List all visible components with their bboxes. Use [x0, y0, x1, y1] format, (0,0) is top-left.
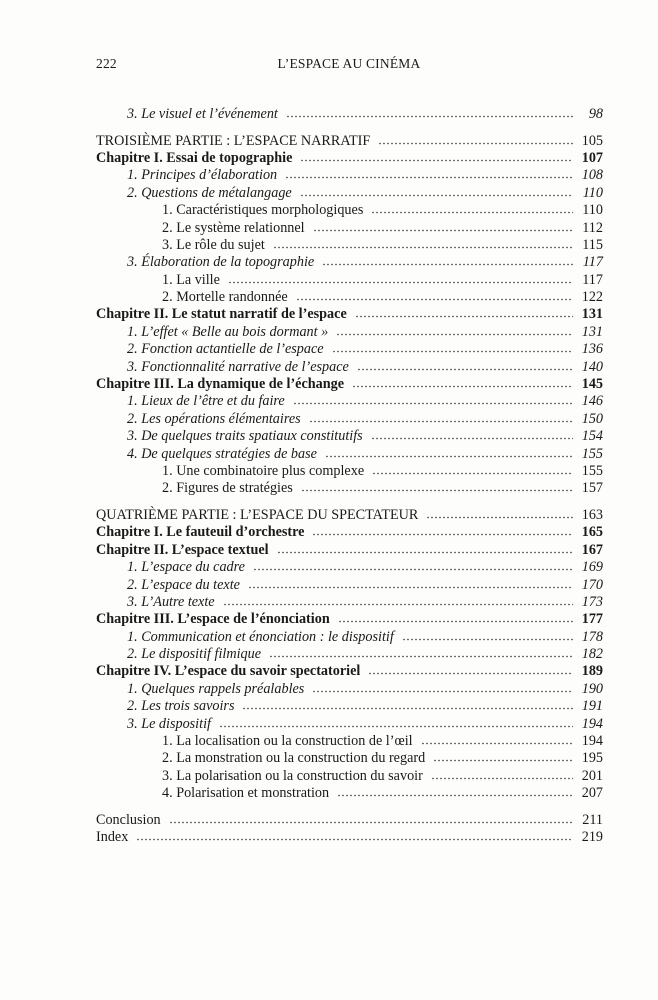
- dot-leader: [336, 333, 573, 336]
- dot-leader: [300, 194, 573, 197]
- toc-entry-label: 1. Caractéristiques morphologiques: [162, 202, 364, 219]
- dot-leader: [371, 437, 573, 440]
- toc-entry: [96, 507, 603, 524]
- toc-entry: [96, 812, 603, 829]
- dot-leader: [228, 281, 573, 284]
- toc-entry-page: 155: [581, 445, 603, 462]
- toc-entry-page: 107: [581, 149, 603, 166]
- toc-entry: [96, 716, 603, 733]
- toc-entry-label: 1. L’espace du cadre: [127, 559, 245, 576]
- toc-entry: [96, 254, 603, 271]
- toc-entry-label: QUATRIÈME PARTIE : L’ESPACE DU SPECTATEUR: [96, 506, 419, 523]
- dot-leader: [312, 690, 573, 693]
- toc-entry-label: Conclusion: [96, 811, 161, 828]
- toc-entry-page: 167: [581, 541, 603, 558]
- toc-entry-label: 3. Le rôle du sujet: [162, 236, 265, 253]
- dot-leader: [312, 533, 573, 536]
- toc-entry-label: 2. Le système relationnel: [162, 219, 305, 236]
- toc-entry-label: 2. Les trois savoirs: [127, 698, 235, 715]
- toc-entry-page: 169: [581, 559, 603, 576]
- toc-entry-label: 3. De quelques traits spatiaux constitutifs: [127, 428, 363, 445]
- toc-entry-page: 115: [582, 236, 603, 253]
- toc-entry-label: 1. Quelques rappels préalables: [127, 680, 305, 697]
- dot-leader: [402, 638, 573, 641]
- dot-leader: [313, 229, 573, 232]
- toc-entry: [96, 185, 603, 202]
- dot-leader: [136, 838, 573, 841]
- toc-entry-page: 177: [581, 611, 603, 628]
- toc-entry: [96, 133, 603, 150]
- running-title: L’ESPACE AU CINÉMA: [277, 56, 421, 71]
- toc-entry: [96, 106, 603, 123]
- dot-leader: [355, 315, 573, 318]
- toc-entry-page: 98: [588, 106, 603, 122]
- dot-leader: [242, 707, 573, 710]
- toc-entry: [96, 629, 603, 646]
- running-head: [96, 56, 602, 72]
- toc-entry-page: 182: [581, 646, 603, 663]
- toc-entry-page: 195: [581, 750, 603, 767]
- toc-entry: [96, 446, 603, 463]
- toc-entry-page: 194: [581, 715, 603, 732]
- toc-entry: [96, 220, 603, 237]
- toc-entry-page: 154: [581, 428, 603, 445]
- toc-entry-page: 110: [582, 202, 603, 219]
- toc-entry: [96, 359, 603, 376]
- toc-entry-label: 3. Fonctionnalité narrative de l’espace: [127, 358, 349, 375]
- toc-entry: [96, 646, 603, 663]
- dot-leader: [372, 472, 573, 475]
- dot-leader: [301, 489, 573, 492]
- toc-entry-label: 1. La localisation ou la construction de l’œil: [162, 733, 413, 750]
- dot-leader: [421, 742, 573, 745]
- toc-entry-label: Chapitre I. Essai de topographie: [96, 149, 293, 166]
- toc-entry: [96, 393, 603, 410]
- toc-entry-page: 105: [581, 132, 603, 149]
- toc-entry: [96, 611, 603, 628]
- toc-entry-label: 2. Mortelle randonnée: [162, 289, 288, 306]
- dot-leader: [253, 568, 573, 571]
- dot-leader: [296, 298, 573, 301]
- toc-entry-page: 150: [581, 410, 603, 427]
- toc-entry-label: 3. Élaboration de la topographie: [127, 254, 315, 271]
- toc-entry: [96, 411, 603, 428]
- table-of-contents: [96, 106, 603, 847]
- toc-entry-label: 1. Communication et énonciation : le dispositif: [127, 628, 394, 645]
- toc-entry-page: 131: [581, 323, 603, 340]
- toc-entry: [96, 829, 603, 846]
- toc-entry-label: 2. Questions de métalangage: [127, 184, 292, 201]
- dot-leader: [338, 620, 573, 623]
- dot-leader: [371, 211, 573, 214]
- page-number: 222: [96, 56, 117, 71]
- toc-entry: [96, 463, 603, 480]
- toc-entry-label: Chapitre II. L’espace textuel: [96, 541, 269, 558]
- toc-entry: [96, 594, 603, 611]
- toc-entry-page: 191: [581, 698, 603, 715]
- toc-entry-page: 170: [581, 576, 603, 593]
- toc-entry-label: Chapitre III. L’espace de l’énonciation: [96, 611, 330, 628]
- toc-entry-label: 2. L’espace du texte: [127, 576, 240, 593]
- toc-entry-label: 3. La polarisation ou la construction du savoir: [162, 767, 423, 784]
- toc-entry-label: Chapitre III. La dynamique de l’échange: [96, 376, 345, 393]
- toc-entry: [96, 698, 603, 715]
- toc-entry-page: 211: [582, 811, 603, 828]
- toc-entry-label: 3. Le dispositif: [127, 715, 211, 732]
- toc-entry: [96, 376, 603, 393]
- toc-entry-label: 2. La monstration ou la construction du regard: [162, 750, 426, 767]
- toc-entry-label: TROISIÈME PARTIE : L’ESPACE NARRATIF: [96, 132, 371, 149]
- toc-entry: [96, 237, 603, 254]
- toc-entry: [96, 733, 603, 750]
- toc-entry-label: 2. Les opérations élémentaires: [127, 410, 301, 427]
- toc-entry-label: 4. Polarisation et monstration: [162, 785, 330, 802]
- dot-leader: [433, 759, 573, 762]
- dot-leader: [426, 516, 573, 519]
- toc-entry-label: 2. Le dispositif filmique: [127, 646, 261, 663]
- dot-leader: [169, 821, 573, 824]
- toc-entry: [96, 577, 603, 594]
- toc-entry-label: 3. Le visuel et l’événement: [127, 106, 278, 122]
- toc-entry: [96, 150, 603, 167]
- toc-entry-label: 3. L’Autre texte: [127, 593, 215, 610]
- toc-entry: [96, 524, 603, 541]
- toc-entry-page: 146: [581, 393, 603, 410]
- toc-entry: [96, 785, 603, 802]
- toc-entry: [96, 306, 603, 323]
- toc-entry: [96, 559, 603, 576]
- dot-leader: [337, 794, 573, 797]
- dot-leader: [285, 176, 573, 179]
- toc-entry-page: 136: [581, 341, 603, 358]
- toc-entry-page: 194: [581, 733, 603, 750]
- toc-entry-page: 178: [581, 628, 603, 645]
- toc-entry-page: 117: [582, 271, 603, 288]
- toc-entry: [96, 768, 603, 785]
- dot-leader: [325, 455, 573, 458]
- toc-entry-page: 140: [581, 358, 603, 375]
- toc-entry-page: 157: [581, 480, 603, 497]
- toc-entry: [96, 428, 603, 445]
- toc-entry-label: 1. Lieux de l’être et du faire: [127, 393, 285, 410]
- dot-leader: [300, 159, 573, 162]
- toc-entry-label: 4. De quelques stratégies de base: [127, 445, 317, 462]
- toc-entry-label: 2. Figures de stratégies: [162, 480, 293, 497]
- toc-entry-page: 190: [581, 680, 603, 697]
- toc-entry-label: 1. Une combinatoire plus complexe: [162, 463, 365, 479]
- dot-leader: [277, 551, 573, 554]
- toc-entry-page: 219: [581, 829, 603, 846]
- toc-entry-page: 122: [581, 289, 603, 306]
- dot-leader: [332, 350, 573, 353]
- toc-entry: [96, 542, 603, 559]
- toc-entry-page: 155: [581, 463, 603, 479]
- dot-leader: [357, 368, 573, 371]
- dot-leader: [223, 603, 573, 606]
- toc-entry-label: Chapitre II. Le statut narratif de l’espace: [96, 306, 347, 323]
- dot-leader: [248, 586, 573, 589]
- toc-entry-page: 131: [581, 306, 603, 323]
- toc-entry: [96, 272, 603, 289]
- toc-entry-page: 189: [581, 663, 603, 680]
- dot-leader: [352, 385, 573, 388]
- toc-entry: [96, 167, 603, 184]
- dot-leader: [309, 420, 573, 423]
- dot-leader: [219, 725, 573, 728]
- toc-entry-label: Chapitre I. Le fauteuil d’orchestre: [96, 524, 305, 541]
- dot-leader: [269, 655, 573, 658]
- toc-entry: [96, 341, 603, 358]
- toc-entry-page: 110: [582, 184, 603, 201]
- toc-entry-label: 1. Principes d’élaboration: [127, 167, 278, 184]
- toc-entry-page: 112: [582, 219, 603, 236]
- toc-entry-page: 173: [581, 593, 603, 610]
- dot-leader: [378, 142, 573, 145]
- toc-entry: [96, 663, 603, 680]
- toc-entry-page: 207: [581, 785, 603, 802]
- toc-entry-page: 165: [581, 524, 603, 541]
- dot-leader: [368, 672, 573, 675]
- toc-entry-label: 1. L’effet « Belle au bois dormant »: [127, 323, 329, 340]
- dot-leader: [322, 263, 573, 266]
- toc-entry-label: Chapitre IV. L’espace du savoir spectatoriel: [96, 663, 361, 680]
- toc-entry-page: 117: [582, 254, 603, 271]
- dot-leader: [431, 777, 573, 780]
- toc-entry-label: 1. La ville: [162, 271, 220, 288]
- toc-entry: [96, 324, 603, 341]
- dot-leader: [273, 246, 573, 249]
- toc-entry: [96, 681, 603, 698]
- toc-entry: [96, 750, 603, 767]
- toc-entry-label: Index: [96, 829, 129, 846]
- toc-entry: [96, 289, 603, 306]
- toc-entry: [96, 202, 603, 219]
- toc-entry-label: 2. Fonction actantielle de l’espace: [127, 341, 324, 358]
- toc-entry-page: 145: [581, 376, 603, 393]
- toc-entry-page: 201: [581, 767, 603, 784]
- toc-entry-page: 108: [581, 167, 603, 184]
- toc-entry: [96, 480, 603, 497]
- toc-entry-page: 163: [581, 506, 603, 523]
- dot-leader: [293, 402, 573, 405]
- dot-leader: [286, 115, 573, 118]
